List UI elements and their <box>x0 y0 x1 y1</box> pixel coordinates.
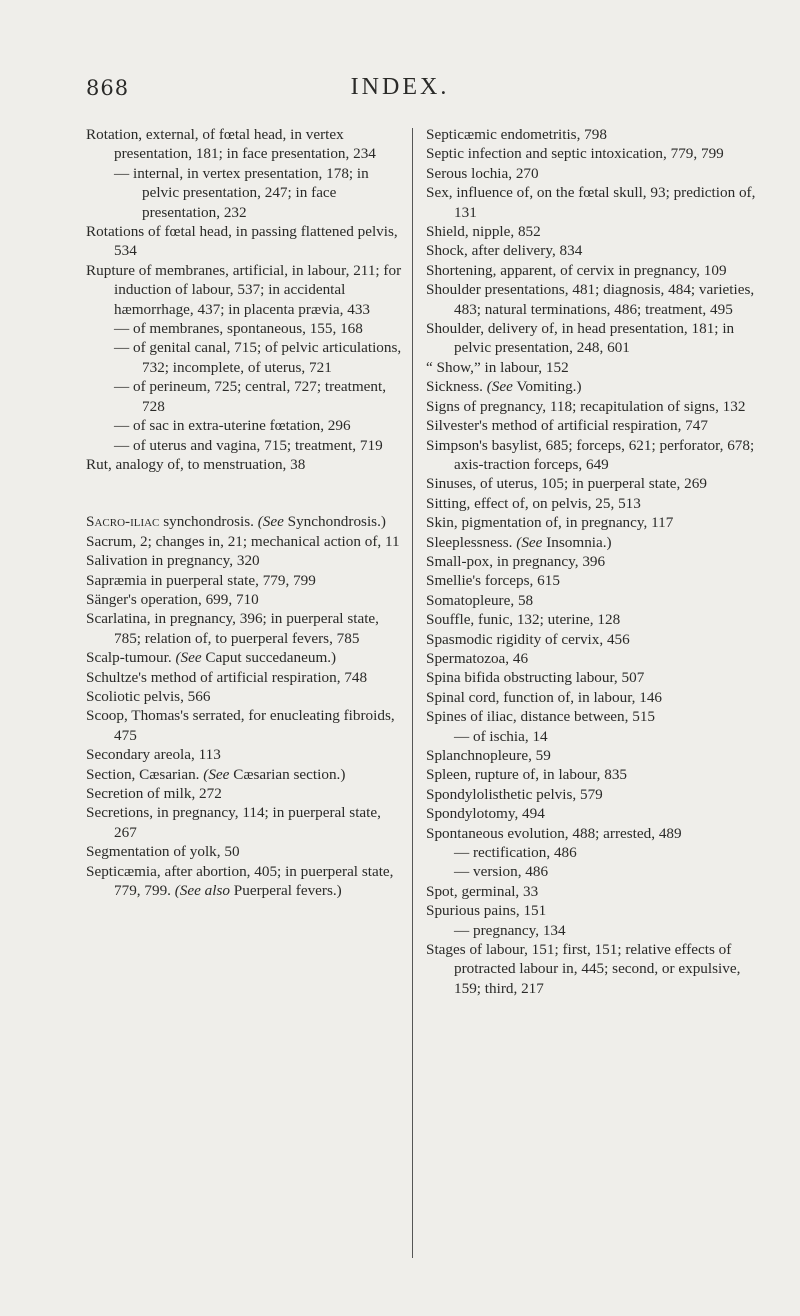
index-subentry <box>426 727 756 746</box>
entry-text: Segmentation of yolk, 50 <box>86 843 240 861</box>
entry-text: Spleen, rupture of, in labour, 835 <box>426 766 628 784</box>
entry-text: Spondylolisthetic pelvis, 579 <box>426 785 603 803</box>
entry-text: — of membranes, spontaneous, 155, 168 <box>114 320 363 338</box>
index-entry <box>86 803 404 842</box>
index-entry <box>426 804 756 823</box>
entry-text: Stages of labour, 151; first, 151; relative effects of protracted labour in, 445; second, or expulsive, 159; third, 217 <box>426 941 741 997</box>
entry-text: Sex, influence of, on the fœtal skull, 93; prediction of, 131 <box>426 184 756 221</box>
index-entry <box>426 358 756 377</box>
reference-target: Synchondrosis.) <box>283 513 386 531</box>
entry-text: Spines of iliac, distance between, 515 <box>426 708 656 726</box>
entry-text: Rotation, external, of fœtal head, in vertex presentation, 181; in face presentation, 234 <box>86 126 376 163</box>
entry-text: Silvester's method of artificial respiration, 747 <box>426 417 708 435</box>
index-entry <box>426 280 756 319</box>
entry-text: Septicæmic endometritis, 798 <box>426 126 607 143</box>
index-entry <box>426 533 756 552</box>
entry-text: — of ischia, 14 <box>454 727 548 745</box>
entry-text: Signs of pregnancy, 118; recapitulation of signs, 132 <box>426 397 746 415</box>
index-entry <box>426 261 756 280</box>
entry-text: “ Show,” in labour, 152 <box>426 358 569 376</box>
entry-text: Smellie's forceps, 615 <box>426 572 560 590</box>
see-reference: (See <box>175 649 202 667</box>
entry-text: Souffle, funic, 132; uterine, 128 <box>426 611 621 629</box>
index-subentry <box>426 862 756 881</box>
entry-text: Somatopleure, 58 <box>426 591 534 609</box>
index-entry <box>426 707 756 726</box>
index-entry <box>426 940 756 998</box>
index-entry <box>86 842 404 861</box>
entry-text: Sleeplessness. <box>426 533 517 551</box>
index-entry <box>426 241 756 260</box>
section-gap <box>86 474 404 512</box>
index-entry <box>86 706 404 745</box>
index-entry <box>426 377 756 396</box>
entry-text: Sickness. <box>426 378 487 396</box>
index-entry <box>426 765 756 784</box>
entry-text: Sapræmia in puerperal state, 779, 799 <box>86 571 316 589</box>
index-entry <box>426 571 756 590</box>
index-entry <box>86 648 404 667</box>
index-subentry <box>86 416 404 435</box>
entry-text: — of genital canal, 715; of pelvic articulations, 732; incomplete, of uterus, 721 <box>114 339 402 376</box>
index-subentry <box>86 377 404 416</box>
entry-text: — rectification, 486 <box>454 844 577 862</box>
index-entry <box>86 745 404 764</box>
entry-text: Rupture of membranes, artificial, in labour, 211; for induction of labour, 537; in accidental hæmorrhage, 437; in placenta prævia, 433 <box>86 261 402 318</box>
index-subentry <box>426 921 756 940</box>
entry-text: Scarlatina, in pregnancy, 396; in puerperal state, 785; relation of, to puerperal fevers, 785 <box>86 610 379 647</box>
entry-text: Spermatozoa, 46 <box>426 649 529 667</box>
index-subentry <box>426 843 756 862</box>
index-entry <box>426 610 756 629</box>
index-entry <box>86 532 404 551</box>
index-entry <box>426 882 756 901</box>
index-entry <box>86 222 404 261</box>
index-entry <box>86 551 404 570</box>
entry-text: Spontaneous evolution, 488; arrested, 489 <box>426 824 682 842</box>
index-entry <box>86 571 404 590</box>
entry-text: — pregnancy, 134 <box>454 921 566 939</box>
see-reference: (See <box>257 513 284 531</box>
index-subentry <box>86 319 404 338</box>
index-entry <box>426 125 756 144</box>
entry-text: Rotations of fœtal head, in passing flattened pelvis, 534 <box>86 223 398 260</box>
entry-text: Shoulder, delivery of, in head presentation, 181; in pelvic presentation, 248, 601 <box>426 320 735 357</box>
entry-text: — of uterus and vagina, 715; treatment, 719 <box>114 436 383 454</box>
entry-text: Spasmodic rigidity of cervix, 456 <box>426 630 630 648</box>
index-entry <box>426 824 756 843</box>
entry-text: Spot, germinal, 33 <box>426 882 539 900</box>
index-column-left <box>86 125 404 900</box>
entry-text: Sänger's operation, 699, 710 <box>86 590 259 608</box>
entry-text: Spurious pains, 151 <box>426 902 547 920</box>
index-entry <box>426 668 756 687</box>
entry-text: Skin, pigmentation of, in pregnancy, 117 <box>426 514 674 532</box>
index-entry <box>426 144 756 163</box>
entry-text: — of perineum, 725; central, 727; treatment, 728 <box>114 378 387 415</box>
index-entry <box>426 746 756 765</box>
running-head: INDEX. <box>350 74 450 100</box>
index-entry <box>86 609 404 648</box>
index-entry <box>426 552 756 571</box>
entry-text: Spinal cord, function of, in labour, 146 <box>426 688 663 706</box>
entry-text: Section, Cæsarian. <box>86 765 204 783</box>
reference-target: Insomnia.) <box>542 533 612 551</box>
entry-text: Septicæmia, after abortion, 405; in puerperal state, 779, 799. <box>86 862 394 900</box>
entry-text: Shoulder presentations, 481; diagnosis, 484; varieties, 483; natural terminations, 486; treatment, 495 <box>426 281 755 318</box>
index-entry <box>86 784 404 803</box>
entry-text: Sacrum, 2; changes in, 21; mechanical action of, 11 <box>86 532 400 550</box>
entry-text: Simpson's basylist, 685; forceps, 621; perforator, 678; axis-traction forceps, 649 <box>426 436 755 473</box>
entry-text: synchondrosis. <box>159 513 258 531</box>
entry-text: Shield, nipple, 852 <box>426 223 541 241</box>
entry-text: — version, 486 <box>454 863 549 881</box>
reference-target: Puerperal fevers.) <box>230 882 342 900</box>
entry-text: Serous lochia, 270 <box>426 164 539 182</box>
reference-target: Vomiting.) <box>512 378 582 396</box>
index-entry <box>86 261 404 319</box>
entry-text: Secretion of milk, 272 <box>86 785 222 802</box>
entry-text: Schultze's method of artificial respiration, 748 <box>86 668 368 686</box>
index-entry <box>426 649 756 668</box>
entry-text: Sitting, effect of, on pelvis, 25, 513 <box>426 494 641 512</box>
entry-text: Scoop, Thomas's serrated, for enucleating fibroids, 475 <box>86 707 395 744</box>
index-subentry <box>86 164 404 222</box>
page-number: 868 <box>86 76 130 100</box>
index-subentry <box>86 436 404 455</box>
entry-text: Salivation in pregnancy, 320 <box>86 552 260 570</box>
entry-text: — of sac in extra-uterine fœtation, 296 <box>114 417 351 435</box>
index-entry <box>426 591 756 610</box>
column-divider <box>412 128 413 1258</box>
entry-text: Spondylotomy, 494 <box>426 805 545 823</box>
reference-target: Caput succedaneum.) <box>201 649 337 667</box>
index-entry <box>426 513 756 532</box>
entry-text: Secondary areola, 113 <box>86 746 221 764</box>
entry-text: Scalp-tumour. <box>86 649 176 667</box>
index-subentry <box>86 338 404 377</box>
index-column-right <box>426 125 756 998</box>
entry-head: Sacro-iliac <box>86 513 160 531</box>
index-entry <box>86 765 404 784</box>
entry-text: Shortening, apparent, of cervix in pregnancy, 109 <box>426 261 727 279</box>
see-reference: (See also <box>174 882 230 900</box>
index-entry <box>426 319 756 358</box>
index-entry <box>426 164 756 183</box>
entry-text: Rut, analogy of, to menstruation, 38 <box>86 455 306 473</box>
index-entry <box>426 688 756 707</box>
index-entry <box>426 416 756 435</box>
index-entry <box>86 512 404 531</box>
index-entry <box>426 397 756 416</box>
index-entry <box>86 668 404 687</box>
see-reference: (See <box>516 533 543 551</box>
entry-text: Secretions, in pregnancy, 114; in puerperal state, 267 <box>86 804 381 841</box>
index-entry <box>426 436 756 475</box>
entry-text: — internal, in vertex presentation, 178; in pelvic presentation, 247; in face presentation, 232 <box>114 164 369 221</box>
index-entry <box>426 494 756 513</box>
entry-text: Splanchnopleure, 59 <box>426 747 551 764</box>
index-entry <box>426 222 756 241</box>
index-entry <box>426 785 756 804</box>
entry-text: Spina bifida obstructing labour, 507 <box>426 669 645 687</box>
entry-text: Small-pox, in pregnancy, 396 <box>426 552 606 570</box>
index-entry <box>86 455 404 474</box>
entry-text: Shock, after delivery, 834 <box>426 242 583 260</box>
entry-text: Sinuses, of uterus, 105; in puerperal state, 269 <box>426 475 707 493</box>
entry-text: Septic infection and septic intoxication, 779, 799 <box>426 145 724 163</box>
index-entry <box>86 687 404 706</box>
entry-text: Scoliotic pelvis, 566 <box>86 687 211 705</box>
index-entry <box>426 630 756 649</box>
index-entry <box>86 590 404 609</box>
see-reference: (See <box>203 765 230 783</box>
index-entry <box>426 474 756 493</box>
index-entry <box>86 125 404 164</box>
reference-target: Cæsarian section.) <box>229 765 346 783</box>
index-entry <box>426 183 756 222</box>
index-entry <box>86 862 404 901</box>
see-reference: (See <box>486 378 513 396</box>
index-entry <box>426 901 756 920</box>
